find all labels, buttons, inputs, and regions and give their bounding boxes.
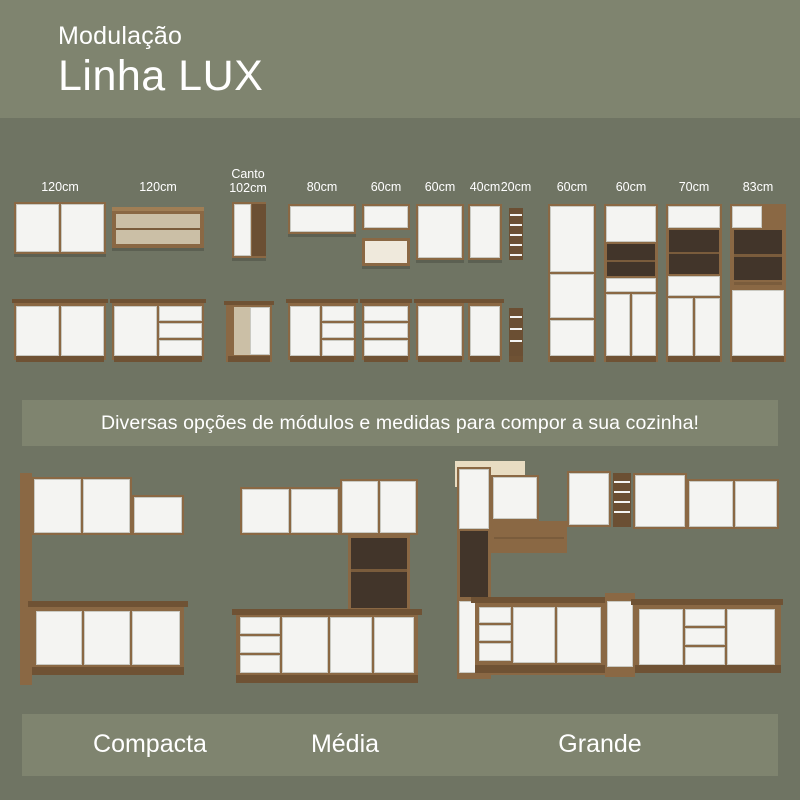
cabinet-door bbox=[459, 469, 489, 529]
cabinet-door bbox=[16, 306, 59, 356]
cabinet-drawer bbox=[159, 340, 202, 356]
cabinet-door bbox=[36, 611, 82, 665]
kitchen-grande[interactable] bbox=[455, 461, 785, 709]
header bbox=[0, 0, 800, 118]
cabinet-door bbox=[550, 274, 594, 318]
cabinet-drawer bbox=[240, 617, 280, 634]
modules-section bbox=[0, 118, 800, 356]
module-40cm[interactable] bbox=[468, 180, 502, 400]
module-120cm-b[interactable] bbox=[112, 180, 204, 400]
cabinet-door bbox=[374, 617, 414, 673]
cabinet-door bbox=[513, 607, 555, 663]
rack-shelf bbox=[510, 224, 522, 226]
countertop bbox=[12, 299, 108, 303]
module-label: 70cm bbox=[678, 180, 710, 194]
cabinet-door bbox=[732, 206, 762, 228]
countertop bbox=[360, 299, 412, 303]
cabinet-door bbox=[727, 609, 775, 665]
rack-shelf bbox=[614, 511, 630, 513]
cabinet-door bbox=[418, 306, 462, 356]
toe-kick bbox=[16, 356, 104, 362]
countertop bbox=[286, 299, 358, 303]
cabinet-shelf bbox=[734, 254, 782, 257]
rack-shelf bbox=[614, 501, 630, 503]
cabinet-door bbox=[114, 306, 157, 356]
page-title: Linha LUX bbox=[58, 52, 264, 100]
cabinet-drawer bbox=[322, 340, 354, 356]
cabinet-door bbox=[606, 206, 656, 242]
module-label: 20cm bbox=[500, 180, 532, 194]
cabinet-drawer bbox=[479, 625, 511, 641]
cabinet-door bbox=[290, 306, 320, 356]
cabinet-door bbox=[632, 294, 656, 356]
module-80cm[interactable] bbox=[288, 180, 356, 400]
showcase-label-grande: Grande bbox=[558, 730, 642, 758]
cabinet-drawer bbox=[685, 609, 725, 626]
cabinet-door bbox=[569, 473, 609, 525]
cabinet-door bbox=[607, 601, 633, 667]
cabinet-door bbox=[330, 617, 372, 673]
cabinet-shelf bbox=[669, 252, 719, 254]
cabinet-door bbox=[84, 611, 130, 665]
module-70cm-column[interactable] bbox=[666, 180, 722, 400]
module-label: 120cm bbox=[139, 180, 177, 194]
module-60cm-niche[interactable] bbox=[362, 180, 410, 400]
rack-shelf bbox=[614, 491, 630, 493]
toe-kick bbox=[550, 356, 594, 362]
side-panel bbox=[20, 473, 32, 685]
cabinet-shadow bbox=[112, 248, 204, 251]
cabinet-door bbox=[689, 481, 733, 527]
cabinet-door bbox=[234, 204, 251, 256]
cabinet-drawer bbox=[240, 655, 280, 673]
rack-shelf bbox=[510, 234, 522, 236]
cabinet-drawer bbox=[364, 340, 408, 356]
cabinet-door bbox=[470, 306, 500, 356]
cabinet-drawer bbox=[322, 323, 354, 338]
cabinet-door bbox=[34, 479, 81, 533]
toe-kick bbox=[364, 356, 408, 362]
showcase-section bbox=[0, 455, 800, 705]
cabinet-drawer bbox=[479, 643, 511, 661]
cabinet-door bbox=[470, 206, 500, 258]
cabinet-drawer bbox=[159, 323, 202, 338]
toe-kick bbox=[114, 356, 202, 362]
showcase-label-compacta: Compacta bbox=[93, 730, 207, 758]
cabinet-door bbox=[668, 276, 720, 296]
toe-kick bbox=[606, 356, 656, 362]
toe-kick bbox=[668, 356, 720, 362]
showcase-label-media: Média bbox=[310, 730, 380, 758]
corner-interior bbox=[234, 307, 250, 355]
toe-kick bbox=[32, 667, 184, 675]
countertop bbox=[414, 299, 466, 303]
cabinet-door bbox=[16, 204, 59, 252]
rack-shelf bbox=[510, 328, 522, 330]
rack-shelf bbox=[614, 481, 630, 483]
cabinet-door bbox=[242, 489, 289, 533]
cabinet-door bbox=[364, 206, 408, 228]
toe-kick bbox=[228, 356, 270, 362]
countertop bbox=[232, 609, 422, 615]
cabinet-drawer bbox=[240, 636, 280, 653]
toe-kick bbox=[470, 356, 500, 362]
module-20cm[interactable] bbox=[500, 180, 532, 400]
cabinet-door bbox=[735, 481, 777, 527]
toe-kick bbox=[475, 665, 605, 673]
cabinet-door bbox=[342, 481, 378, 533]
rack-shelf bbox=[510, 340, 522, 342]
module-60cm-column[interactable] bbox=[548, 180, 596, 400]
cabinet-shelf bbox=[734, 282, 782, 285]
cabinet-door bbox=[668, 206, 720, 228]
rack-shelf bbox=[510, 254, 522, 256]
rack-shelf bbox=[510, 214, 522, 216]
corner-wall-side bbox=[252, 204, 266, 256]
toe-kick bbox=[635, 665, 781, 673]
toe-kick bbox=[418, 356, 462, 362]
countertop bbox=[28, 601, 188, 607]
cabinet-door bbox=[557, 607, 601, 663]
cabinet-drawer bbox=[364, 306, 408, 321]
cabinet-door bbox=[61, 306, 104, 356]
cabinet-drawer bbox=[685, 647, 725, 665]
cabinet-door bbox=[606, 294, 630, 356]
cabinet-shadow bbox=[468, 260, 502, 263]
toe-kick bbox=[290, 356, 354, 362]
cabinet-top-panel bbox=[112, 207, 204, 211]
module-label: 83cm bbox=[742, 180, 774, 194]
cabinet-drawer bbox=[685, 628, 725, 645]
cabinet-interior bbox=[460, 531, 488, 597]
toe-kick bbox=[509, 356, 523, 362]
cabinet-drawer bbox=[159, 306, 202, 321]
module-120cm-a[interactable] bbox=[14, 180, 106, 400]
cabinet-door bbox=[493, 477, 537, 519]
module-canto-102cm[interactable] bbox=[212, 168, 284, 400]
cabinet-door bbox=[291, 489, 338, 533]
cabinet-door bbox=[134, 497, 182, 533]
cabinet-door bbox=[418, 206, 462, 258]
cabinet-shadow bbox=[416, 260, 464, 263]
cabinet-door bbox=[695, 298, 720, 356]
module-label: 120cm bbox=[41, 180, 79, 194]
cabinet-door bbox=[639, 609, 683, 665]
countertop bbox=[471, 597, 609, 603]
column-interior bbox=[351, 538, 407, 608]
module-label: 80cm bbox=[306, 180, 338, 194]
module-label: 60cm bbox=[615, 180, 647, 194]
cabinet-shadow bbox=[14, 254, 106, 257]
cabinet-door bbox=[635, 475, 685, 527]
module-label-secondary: 102cm bbox=[229, 181, 267, 195]
cabinet-shadow bbox=[288, 234, 356, 237]
module-83cm-column[interactable] bbox=[730, 180, 786, 400]
niche-interior bbox=[365, 241, 407, 263]
cabinet-shadow bbox=[362, 266, 410, 269]
module-60cm-open-column[interactable] bbox=[604, 180, 658, 400]
cabinet-door bbox=[282, 617, 328, 673]
cabinet-shelf bbox=[607, 260, 655, 262]
rack-shelf bbox=[510, 316, 522, 318]
kitchen-media[interactable] bbox=[230, 465, 420, 705]
countertop bbox=[631, 599, 783, 605]
module-label: 60cm bbox=[424, 180, 456, 194]
cabinet-door bbox=[290, 206, 354, 232]
rack-shelf bbox=[510, 244, 522, 246]
toe-kick bbox=[236, 675, 418, 683]
cabinet-door bbox=[380, 481, 416, 533]
kitchen-compacta[interactable] bbox=[20, 465, 195, 695]
banner bbox=[22, 400, 778, 446]
cabinet-shelf bbox=[351, 569, 407, 572]
module-label: Canto bbox=[231, 167, 265, 181]
cabinet-door bbox=[83, 479, 130, 533]
cabinet-door bbox=[132, 611, 180, 665]
cabinet-door bbox=[550, 320, 594, 356]
banner-text: Diversas opções de módulos e medidas para compor a sua cozinha! bbox=[100, 411, 700, 434]
countertop bbox=[110, 299, 206, 303]
header-kicker: Modulação bbox=[58, 22, 183, 50]
cabinet-drawer bbox=[479, 607, 511, 623]
module-label: 40cm bbox=[469, 180, 501, 194]
cabinet-shelf bbox=[494, 537, 564, 539]
footer-labels bbox=[22, 714, 778, 776]
cabinet-door bbox=[250, 307, 270, 355]
toe-kick bbox=[732, 356, 784, 362]
countertop bbox=[466, 299, 504, 303]
cabinet-door bbox=[61, 204, 104, 252]
cabinet-door bbox=[550, 206, 594, 272]
cabinet-door bbox=[668, 298, 693, 356]
cabinet-drawer bbox=[606, 278, 656, 292]
module-label: 60cm bbox=[556, 180, 588, 194]
countertop bbox=[224, 301, 274, 305]
module-60cm-a[interactable] bbox=[416, 180, 464, 400]
module-label: 60cm bbox=[370, 180, 402, 194]
cabinet-drawer bbox=[322, 306, 354, 321]
cabinet-door bbox=[732, 290, 784, 356]
cabinet-shelf bbox=[116, 228, 200, 230]
cabinet-drawer bbox=[364, 323, 408, 338]
cabinet-shadow bbox=[232, 258, 266, 261]
